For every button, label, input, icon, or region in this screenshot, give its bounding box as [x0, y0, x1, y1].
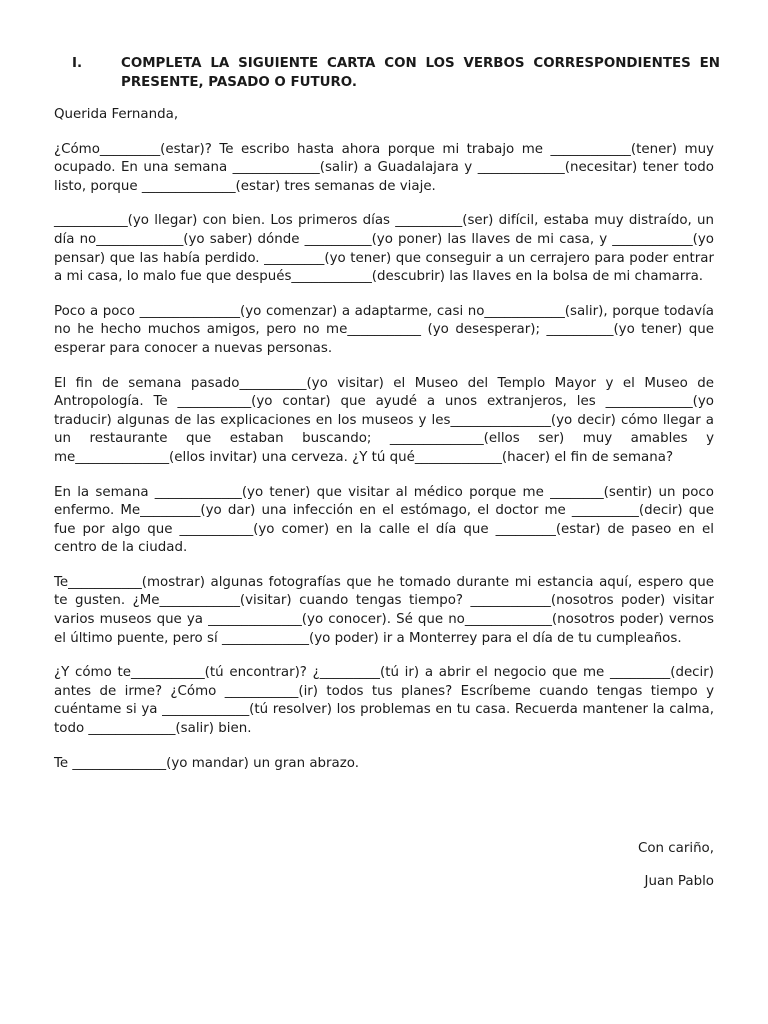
letter-paragraph-5: En la semana _____________(yo tener) que visitar al médico porque me ________(sentir) un poco enfermo. Me_________(yo dar) una infección en el estómago, el doctor me __________(decir) que fue por algo que ___________(yo comer) en la calle el día que _________(estar) de paseo en el centro de la ciudad. — [54, 484, 714, 556]
letter-body — [54, 106, 714, 889]
letter-paragraph-1: ¿Cómo_________(estar)? Te escribo hasta ahora porque mi trabajo me ____________(tener) muy ocupado. En una semana _____________(salir) a Guadalajara y _____________(necesitar) tener todo listo, porque ______________(estar) tres semanas de viaje. — [54, 141, 714, 194]
letter-paragraph-7: ¿Y cómo te___________(tú encontrar)? ¿_________(tú ir) a abrir el negocio que me _________(decir) antes de irme? ¿Cómo ___________(ir) todos tus planes? Escríbeme cuando tengas tiempo y cuéntame si ya _____________(tú resolver) los problemas en tu casa. Recuerda mantener la calma, todo _____________(salir) bien. — [54, 665, 714, 737]
exercise-number: I. — [72, 56, 83, 71]
letter-greeting: Querida Fernanda, — [54, 107, 179, 122]
letter-paragraph-6: Te___________(mostrar) algunas fotografías que he tomado durante mi estancia aquí, espero que te gusten. ¿Me____________(visitar) cuando tengas tiempo? ____________(nosotros poder) visitar varios museos que ya ______________(yo conocer). Sé que no_____________(nosotros poder) vernos el último puente, pero sí _____________(yo poder) ir a Monterrey para el día de tu cumpleaños. — [54, 574, 714, 646]
letter-closing: Con cariño, — [637, 841, 714, 856]
exercise-heading — [72, 54, 720, 92]
exercise-instruction: COMPLETA LA SIGUIENTE CARTA CON LOS VERBOS CORRESPONDIENTES EN PRESENTE, PASADO O FUTURO. — [121, 56, 720, 90]
letter-paragraph-3: Poco a poco _______________(yo comenzar) a adaptarme, casi no____________(salir), porque todavía no he hecho muchos amigos, pero no me___________ (yo desesperar); __________(yo tener) que esperar para conocer a nuevas personas. — [54, 303, 714, 356]
letter-paragraph-2: ___________(yo llegar) con bien. Los primeros días __________(ser) difícil, estaba muy distraído, un día no_____________(yo saber) dónde __________(yo poner) las llaves de mi casa, y ____________(yo pensar) que las había perdido. _________(yo tener) que conseguir a un cerrajero para poder entrar a mi casa, lo malo fue que después____________(descubrir) las llaves en la bolsa de mi chamarra. — [54, 213, 714, 285]
letter-paragraph-4: El fin de semana pasado__________(yo visitar) el Museo del Templo Mayor y el Museo de Antropología. Te ___________(yo contar) que ayudé a unos extranjeros, les _____________(yo traducir) algunas de las explicaciones en los museos y les_______________(yo decir) cómo llegar a un restaurante que estaban buscando; ______________(ellos ser) muy amables y me______________(ellos invitar) una cerveza. ¿Y tú qué_____________(hacer) el fin de semana? — [54, 375, 714, 465]
letter-signature: Juan Pablo — [644, 874, 714, 889]
letter-paragraph-8: Te ______________(yo mandar) un gran abrazo. — [54, 755, 360, 771]
